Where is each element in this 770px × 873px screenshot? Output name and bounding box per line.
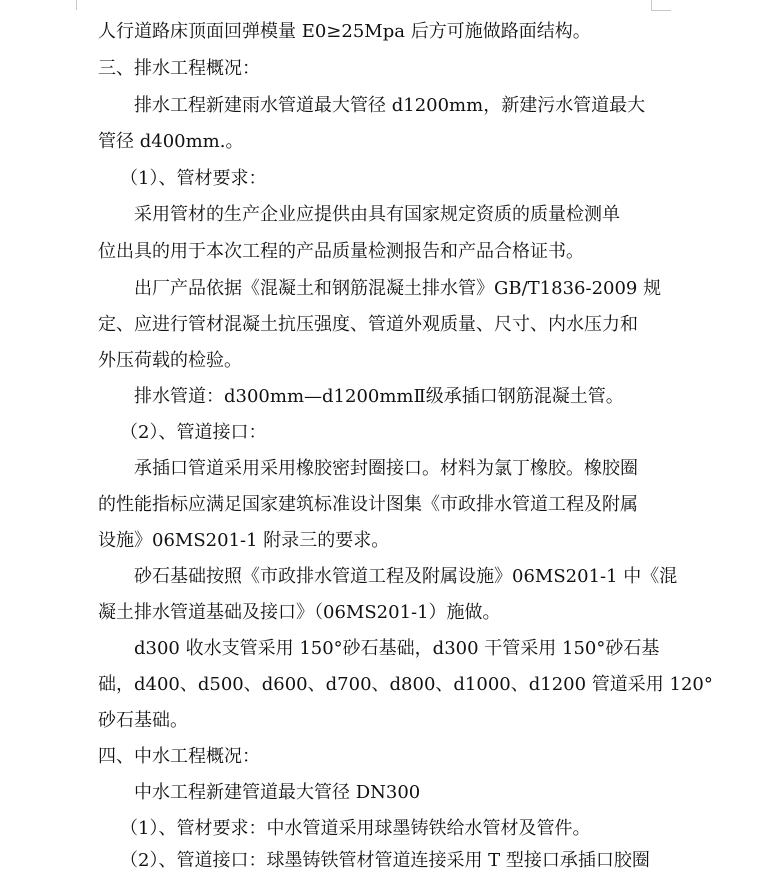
subheading-pipe-joints-2: （2）、管道接口：球墨铸铁管材管道连接采用 T 型接口承插口胶圈 xyxy=(120,850,650,871)
subheading-pipe-joints: （2）、管道接口： xyxy=(120,422,267,443)
paragraph-line: 外压荷载的检验。 xyxy=(98,350,242,371)
paragraph-line: 凝土排水管道基础及接口》（06MS201-1）施做。 xyxy=(98,602,501,623)
paragraph-line: 承插口管道采用采用橡胶密封圈接口。材料为氯丁橡胶。橡胶圈 xyxy=(134,458,638,479)
paragraph-line: 位出具的用于本次工程的产品质量检测报告和产品合格证书。 xyxy=(98,241,584,262)
paragraph-line: 排水工程新建雨水管道最大管径 d1200mm，新建污水管道最大 xyxy=(134,95,646,116)
subheading-material-requirements-2: （1）、管材要求：中水管道采用球墨铸铁给水管材及管件。 xyxy=(120,818,591,839)
section-heading-reclaimed-water: 四、中水工程概况： xyxy=(98,746,260,767)
subheading-material-requirements: （1）、管材要求： xyxy=(120,168,267,189)
paragraph-line: 管径 d400mm.。 xyxy=(98,131,244,152)
crop-mark-top-left xyxy=(76,0,77,10)
paragraph-line: 中水工程新建管道最大管径 DN300 xyxy=(134,782,421,803)
paragraph-line: 设施》06MS201-1 附录三的要求。 xyxy=(98,530,390,551)
paragraph-line: 砂石基础按照《市政排水管道工程及附属设施》06MS201-1 中《混 xyxy=(134,566,678,587)
crop-mark-top-right-horizontal xyxy=(651,10,671,11)
paragraph-line: 定、应进行管材混凝土抗压强度、管道外观质量、尺寸、内水压力和 xyxy=(98,314,638,335)
crop-mark-top-right-vertical xyxy=(651,0,652,10)
paragraph-line: 排水管道：d300mm—d1200mmⅡ级承插口钢筋混凝土管。 xyxy=(134,386,624,407)
paragraph-line: 的性能指标应满足国家建筑标准设计图集《市政排水管道工程及附属 xyxy=(98,494,638,515)
paragraph-line: 人行道路床顶面回弹模量 E0≥25Mpa 后方可施做路面结构。 xyxy=(98,21,591,42)
paragraph-line: 采用管材的生产企业应提供由具有国家规定资质的质量检测单 xyxy=(134,204,620,225)
paragraph-line: 砂石基础。 xyxy=(98,710,188,731)
paragraph-line: 础，d400、d500、d600、d700、d800、d1000、d1200 管道采用 120° xyxy=(98,674,713,695)
paragraph-line: 出厂产品依据《混凝土和钢筋混凝土排水管》GB/T1836-2009 规 xyxy=(134,278,662,299)
paragraph-line: d300 收水支管采用 150°砂石基础，d300 干管采用 150°砂石基 xyxy=(134,638,660,659)
section-heading-drainage: 三、排水工程概况： xyxy=(98,58,260,79)
